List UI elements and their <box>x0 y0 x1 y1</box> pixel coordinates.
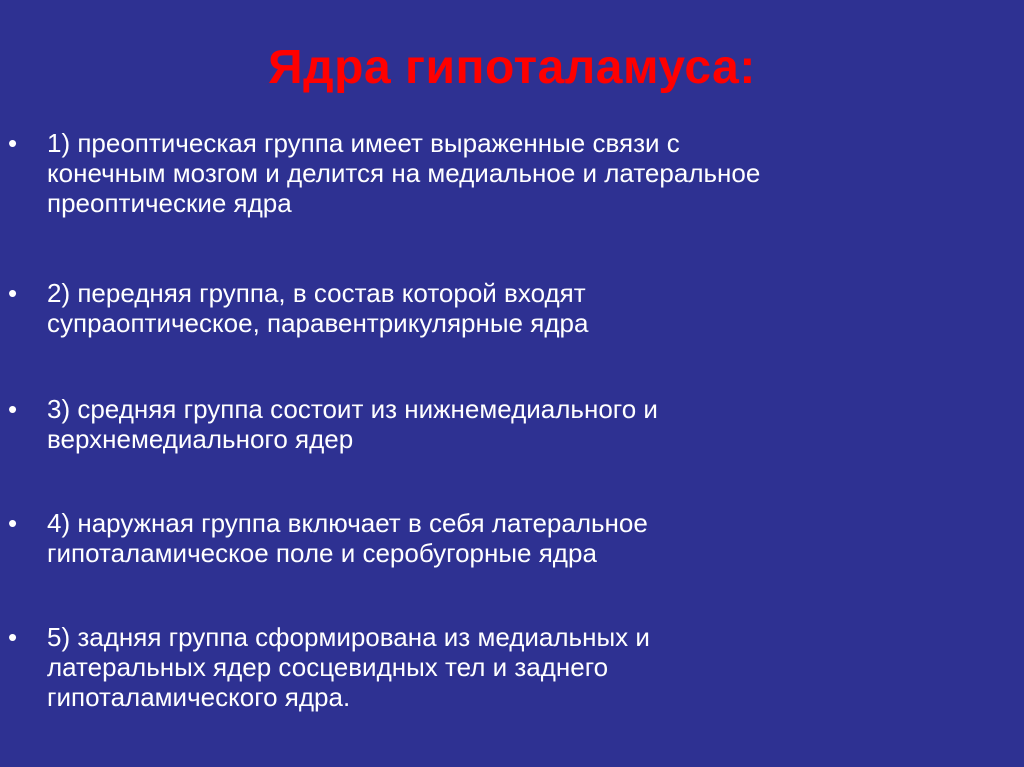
bullet-dot-icon: • <box>8 622 18 652</box>
bullet-text-1: 1) преоптическая группа имеет выраженные связи с конечным мозгом и делится на медиальное и латеральное преоптические ядра <box>47 128 761 218</box>
bullet-dot-icon: • <box>8 278 18 308</box>
bullet-text-3: 3) средняя группа состоит из нижнемедиального и верхнемедиального ядер <box>47 394 658 454</box>
bullet-dot-icon: • <box>8 508 18 538</box>
bullet-text-4: 4) наружная группа включает в себя латеральное гипоталамическое поле и серобугорные ядра <box>47 508 648 568</box>
bullet-text-2: 2) передняя группа, в состав которой входят супраоптическое, паравентрикулярные ядра <box>47 278 589 338</box>
bullet-dot-icon: • <box>8 128 18 158</box>
bullet-text-5: 5) задняя группа сформирована из медиальных и латеральных ядер сосцевидных тел и заднего гипоталамического ядра. <box>47 622 650 712</box>
slide-title: Ядра гипоталамуса: <box>268 41 756 94</box>
bullet-dot-icon: • <box>8 394 18 424</box>
